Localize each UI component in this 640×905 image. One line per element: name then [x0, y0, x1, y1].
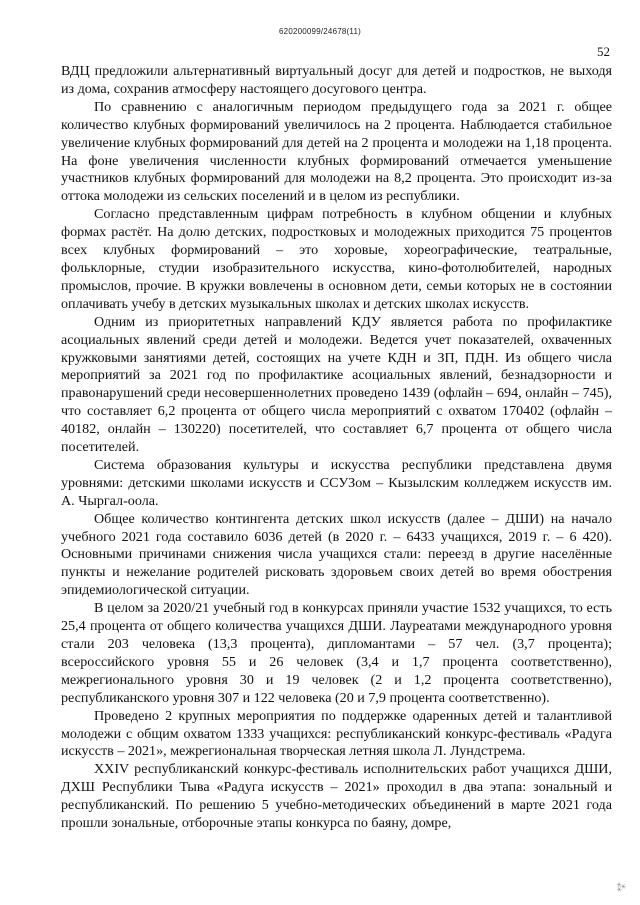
- document-body: [61, 63, 612, 833]
- document-id: 620200099/24678(11): [279, 27, 361, 36]
- paragraph: В целом за 2020/21 учебный год в конкурсах приняли участие 1532 учащихся, то есть 25,4 процента от общего количества учащихся ДШИ. Лауреатами международного уровня стали 203 человека (13,3 процента), дипломантами – 57 чел. (3,7 процента); всероссийского уровня 55 и 26 человек (3,4 и 1,7 процента соответственно), межрегионального уровня 30 и 19 человек (2 и 1,2 процента соответственно), республиканского уровня 307 и 122 человека (20 и 7,9 процента соответственно).: [61, 600, 612, 706]
- paragraph: По сравнению с аналогичным периодом предыдущего года за 2021 г. общее количество клубных формирований увеличилось на 2 процента. Наблюдается стабильное увеличение клубных формирований для детей на 2 процента и молодежи на 1,18 процента. На фоне увеличения численности клубных формирований отмечается уменьшение участников клубных формирований для молодежи на 8,2 процента. Это происходит из-за оттока молодежи из сельских поселений и в целом из республики.: [61, 98, 612, 205]
- paragraph: XXIV республиканский конкурс-фестиваль исполнительских работ учащихся ДШИ, ДХШ Республики Тыва «Радуга искусств – 2021» проходил в два этапа: зональный и республиканский. По решению 5 учебно-методических объединений в марте 2021 года прошли зональные, отборочные этапы конкурса по баяну, домре,: [61, 761, 612, 832]
- paragraph: Система образования культуры и искусства республики представлена двумя уровнями: детскими школами искусств и ССУЗом – Кызылским колледжем искусств им. А. Чыргал-оола.: [61, 456, 612, 509]
- paragraph: Согласно представленным цифрам потребность в клубном общении и клубных формах растёт. На долю детских, подростковых и молодежных приходится 75 процентов всех клубных формирований – это хоровые, хореографические, театральные, фольклорные, студии изобразительного искусства, кино-фотолюбителей, народных промыслов, прочие. В кружки вовлечены в основном дети, семьи которых не в состоянии оплачивать учебу в детских музыкальных школах и детских школах искусств.: [61, 206, 612, 312]
- page-number: 52: [597, 44, 610, 59]
- scan-artifact-mark: ⁂: [613, 880, 629, 895]
- paragraph: Общее количество контингента детских школ искусств (далее – ДШИ) на начало учебного 2021 года составило 6036 детей (в 2020 г. – 6433 учащихся, 2019 г. – 6 420). Основными причинами снижения числа учащихся стали: переезд в другие населённые пункты и нежелание родителей рисковать здоровьем своих детей во время обострения эпидемиологической ситуации.: [61, 510, 612, 599]
- paragraph: ВДЦ предложили альтернативный виртуальный досуг для детей и подростков, не выходя из дома, сохранив атмосферу настоящего досугового центра.: [61, 63, 612, 97]
- paragraph: Проведено 2 крупных мероприятия по поддержке одаренных детей и талантливой молодежи с общим охватом 1333 учащихся: республиканский конкурс-фестиваль «Радуга искусств – 2021», межрегиональная творческая летняя школа Л. Лундстрема.: [61, 707, 612, 760]
- paragraph: Одним из приоритетных направлений КДУ является работа по профилактике асоциальных явлений среди детей и молодежи. Ведется учет показателей, охваченных кружковыми занятиями детей, состоящих на учете КДН и ЗП, ПДН. Из общего числа мероприятий за 2021 год по профилактике асоциальных явлений, безнадзорности и правонарушений среди несовершеннолетних проведено 1439 (офлайн – 694, онлайн – 745), что составляет 6,2 процента от общего числа мероприятий с охватом 170402 (офлайн – 40182, онлайн – 130220) посетителей, что составляет 6,7 процента от общего числа посетителей.: [61, 313, 612, 456]
